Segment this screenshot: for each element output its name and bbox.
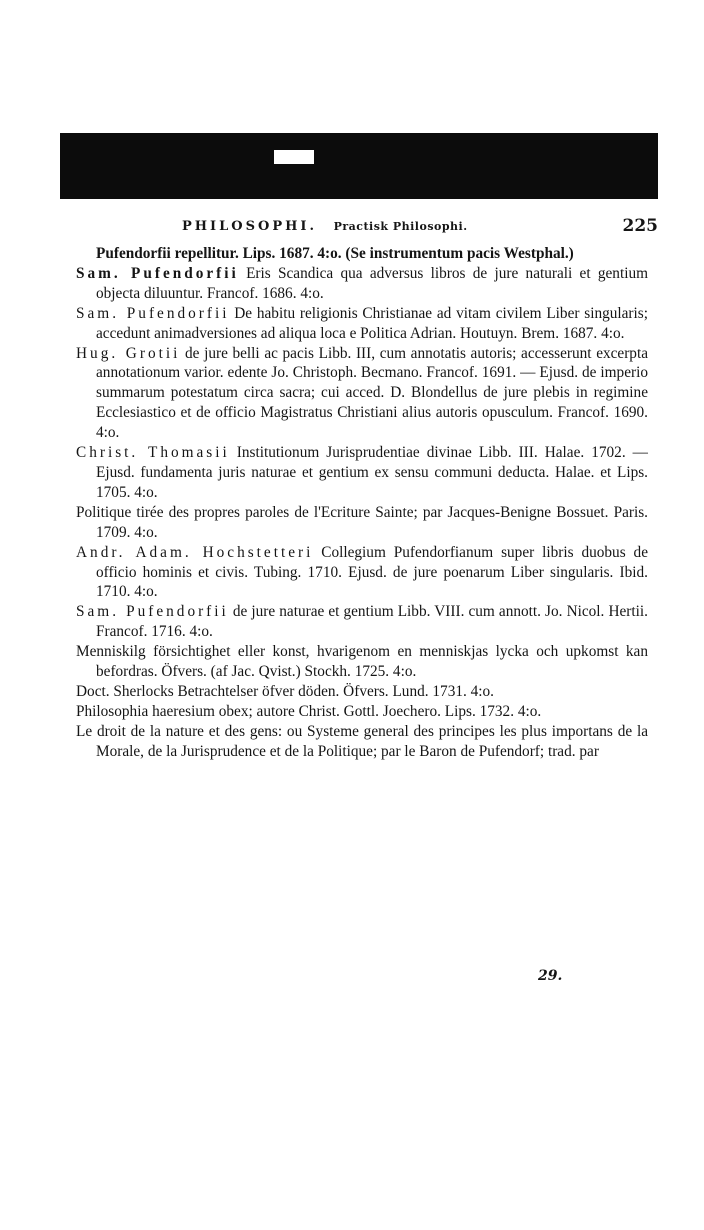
entry-2: Sam. Pufendorfii De habitu religionis Christianae ad vitam civilem Liber singularis; accedunt animadversiones ad aliqua loca e Politica Adrian. Houtuyn. Brem. 1687. 4:o. xyxy=(76,304,648,342)
entry-3: Hug. Grotii de jure belli ac pacis Libb. III, cum annotatis autoris; accesserunt excerpta annotationum varior. edente Jo. Christoph. Becmano. Francof. 1691. — Ejusd. de imperio summarum potestatum circa sacra; cui acced. D. Blondellus de jure plebis in regimine Ecclesiastico et de officio Magistratus Christiani alius autoris opusculum. Francof. 1690. 4:o. xyxy=(76,344,648,442)
band-white-tab xyxy=(274,150,314,164)
entry-11: Le droit de la nature et des gens: ou Systeme general des principes les plus importans de la Morale, de la Jurisprudence et de la Politique; par le Baron de Pufendorf; trad. par xyxy=(76,722,648,760)
page-number: 225 xyxy=(622,216,658,236)
signature-mark: 29. xyxy=(538,968,563,984)
entry-6: Andr. Adam. Hochstetteri Collegium Pufendorfianum super libris duobus de officio hominis et civis. Tubing. 1710. Ejusd. de jure poenarum Liber singularis. Ibid. 1710. 4:o. xyxy=(76,543,648,601)
entry-7: Sam. Pufendorfii de jure naturae et gentium Libb. VIII. cum annott. Jo. Nicol. Hertii. Francof. 1716. 4:o. xyxy=(76,603,648,641)
running-head xyxy=(182,216,658,238)
entry-1: Sam. Pufendorfii Eris Scandica qua adversus libros de jure naturali et gentium objecta diluuntur. Francof. 1686. 4:o. xyxy=(76,264,648,302)
running-head-title xyxy=(182,219,468,234)
bibliography-body xyxy=(76,244,648,762)
running-head-sub: Practisk Philosophi. xyxy=(333,220,468,233)
entry-8: Menniskilg försichtighet eller konst, hvarigenom en menniskjas lycka och upkomst kan befordras. Öfvers. (af Jac. Qvist.) Stockh. 1725. 4:o. xyxy=(76,643,648,681)
top-black-band xyxy=(60,133,658,199)
entry-10: Philosophia haeresium obex; autore Christ. Gottl. Joechero. Lips. 1732. 4:o. xyxy=(76,702,542,720)
running-head-main: PHILOSOPHI. xyxy=(182,219,317,234)
entry-9: Doct. Sherlocks Betrachtelser öfver döden. Öfvers. Lund. 1731. 4:o. xyxy=(76,682,495,700)
entry-5: Politique tirée des propres paroles de l'Ecriture Sainte; par Jacques-Benigne Bossuet. Paris. 1709. 4:o. xyxy=(76,503,648,541)
entry-4: Christ. Thomasii Institutionum Jurisprudentiae divinae Libb. III. Halae. 1702. — Ejusd. fundamenta juris naturae et gentium ex sensu communi deducta. Halae. et Lips. 1705. 4:o. xyxy=(76,444,648,501)
entry-0: Pufendorfii repellitur. Lips. 1687. 4:o. (Se instrumentum pacis Westphal.) xyxy=(96,245,574,262)
